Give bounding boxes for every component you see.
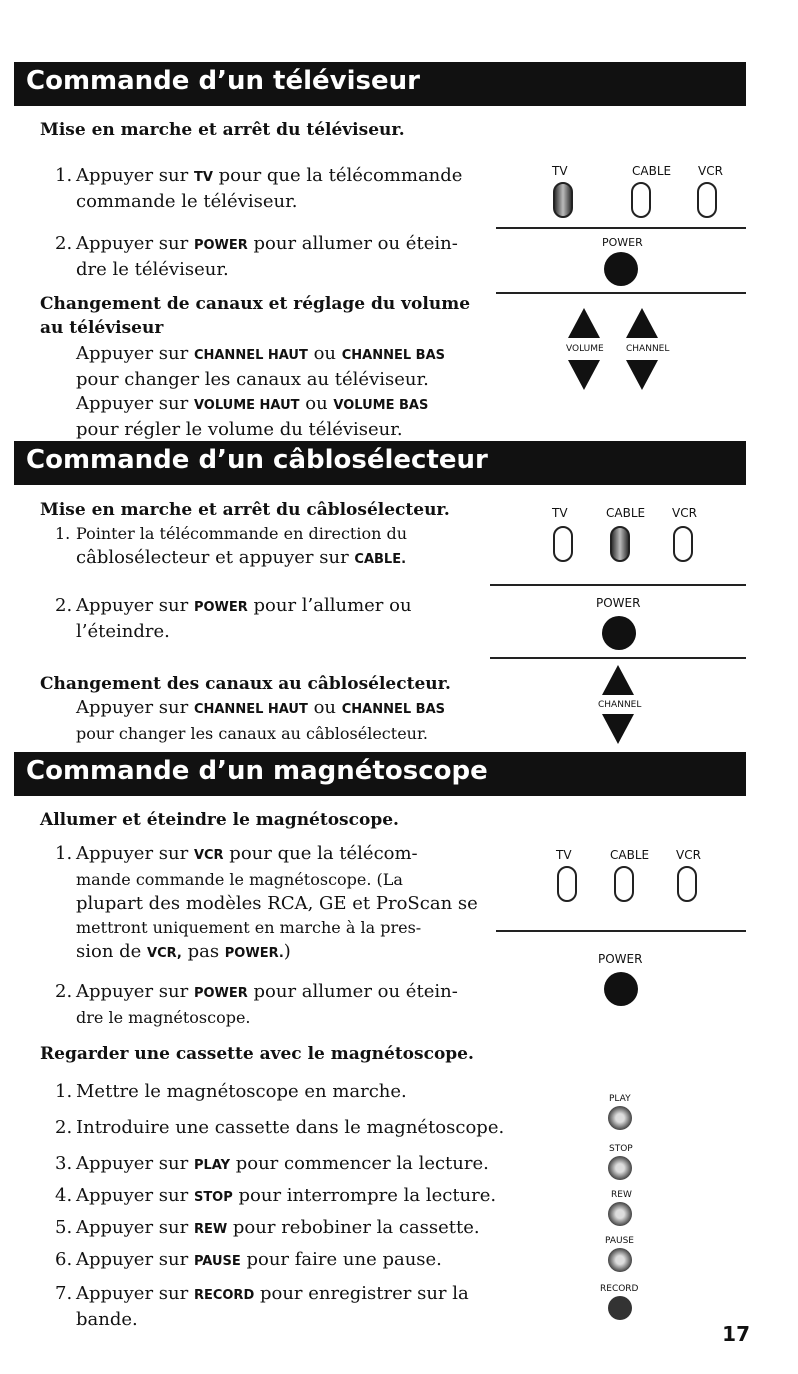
vcr-button[interactable] [697, 182, 717, 218]
section-title: Commande d’un magnétoscope [26, 756, 488, 786]
step-number: 4. [55, 1185, 73, 1206]
channel-label: CHANNEL [598, 700, 642, 710]
section-title: Commande d’un câblosélecteur [26, 445, 488, 475]
cable-label: CABLE [632, 164, 672, 178]
step-number: 5. [55, 1217, 73, 1238]
step-number: 2. [55, 595, 73, 616]
step-text: Appuyer sur PLAY pour commencer la lecture. [76, 1153, 489, 1174]
divider [490, 584, 746, 586]
step-number: 1. [55, 165, 73, 186]
cable-button[interactable] [610, 526, 630, 562]
volume-up-button[interactable] [568, 308, 600, 338]
vcr-button[interactable] [677, 866, 697, 902]
cable-label: CABLE [606, 506, 646, 520]
vcr-button[interactable] [673, 526, 693, 562]
divider [496, 292, 746, 294]
vcr-label: VCR [676, 848, 701, 862]
step-number: 1. [55, 524, 71, 543]
divider [496, 930, 746, 932]
subheading-vcr-power: Allumer et éteindre le magnétoscope. [40, 810, 399, 830]
stop-button[interactable] [608, 1156, 632, 1180]
vcr-label: VCR [672, 506, 697, 520]
section-banner-cable [14, 441, 746, 485]
section-title: Commande d’un téléviseur [26, 66, 420, 96]
record-label: RECORD [600, 1284, 639, 1294]
channel-up-button[interactable] [626, 308, 658, 338]
instruction-text: Appuyer sur CHANNEL HAUT ou CHANNEL BAS pour changer les canaux au téléviseur. Appuyer sur VOLUME HAUT ou VOLUME BAS pour régler le volume du téléviseur. [76, 343, 445, 440]
subheading-tv-channels-2: au téléviseur [40, 318, 164, 338]
subheading-tv-power: Mise en marche et arrêt du téléviseur. [40, 120, 405, 140]
rew-button[interactable] [608, 1202, 632, 1226]
pause-button[interactable] [608, 1248, 632, 1272]
power-button[interactable] [602, 616, 636, 650]
step-number: 7. [55, 1283, 73, 1304]
tv-label: TV [552, 164, 568, 178]
power-button[interactable] [604, 252, 638, 286]
step-number: 1. [55, 1081, 73, 1102]
cable-button[interactable] [631, 182, 651, 218]
volume-down-button[interactable] [568, 360, 600, 390]
step-number: 1. [55, 843, 73, 864]
step-text: Appuyer sur RECORD pour enregistrer sur la bande. [76, 1283, 469, 1330]
step-text: Appuyer sur POWER pour allumer ou étein- dre le magnétoscope. [76, 981, 458, 1027]
tv-button[interactable] [553, 526, 573, 562]
stop-label: STOP [609, 1144, 633, 1154]
cable-label: CABLE [610, 848, 650, 862]
step-text: Appuyer sur REW pour rebobiner la cassette. [76, 1217, 480, 1238]
power-label: POWER [596, 596, 641, 610]
section-banner-tv [14, 62, 746, 106]
section-banner-vcr [14, 752, 746, 796]
channel-up-button[interactable] [602, 665, 634, 695]
tv-label: TV [556, 848, 572, 862]
channel-down-button[interactable] [626, 360, 658, 390]
subheading-tv-channels: Changement de canaux et réglage du volume [40, 294, 471, 314]
tv-button[interactable] [553, 182, 573, 218]
step-text: Mettre le magnétoscope en marche. [76, 1081, 407, 1102]
vcr-label: VCR [698, 164, 723, 178]
step-text: Introduire une cassette dans le magnétoscope. [76, 1117, 505, 1138]
step-text: Appuyer sur PAUSE pour faire une pause. [76, 1249, 442, 1270]
divider [496, 227, 746, 229]
step-number: 2. [55, 233, 73, 254]
instruction-text: Appuyer sur CHANNEL HAUT ou CHANNEL BAS pour changer les canaux au câblosélecteur. [76, 697, 445, 743]
play-button[interactable] [608, 1106, 632, 1130]
step-text: Appuyer sur STOP pour interrompre la lecture. [76, 1185, 497, 1206]
rew-label: REW [611, 1190, 632, 1200]
divider [490, 657, 746, 659]
step-text: Appuyer sur POWER pour allumer ou étein- dre le téléviseur. [76, 233, 458, 280]
power-button[interactable] [604, 972, 638, 1006]
step-text: Pointer la télécommande en direction du câblosélecteur et appuyer sur CABLE. [76, 524, 408, 568]
page-number: 17 [722, 1322, 750, 1346]
subheading-vcr-watch: Regarder une cassette avec le magnétoscope. [40, 1044, 474, 1064]
step-number: 3. [55, 1153, 73, 1174]
tv-label: TV [552, 506, 568, 520]
step-text: Appuyer sur VCR pour que la télécom- mande commande le magnétoscope. (La plupart des modèles RCA, GE et ProScan se mettront uniquement en marche à la pres- sion de VCR, pas POWER.) [76, 843, 478, 962]
volume-label: VOLUME [566, 344, 604, 354]
step-text: Appuyer sur POWER pour l’allumer ou l’éteindre. [76, 595, 412, 642]
step-text: Appuyer sur TV pour que la télécommande commande le téléviseur. [76, 165, 463, 212]
power-label: POWER [598, 952, 643, 966]
cable-button[interactable] [614, 866, 634, 902]
channel-down-button[interactable] [602, 714, 634, 744]
play-label: PLAY [609, 1094, 631, 1104]
channel-label: CHANNEL [626, 344, 670, 354]
step-number: 2. [55, 981, 73, 1002]
power-label: POWER [602, 236, 643, 249]
record-button[interactable] [608, 1296, 632, 1320]
subheading-cable-channels: Changement des canaux au câblosélecteur. [40, 674, 451, 694]
subheading-cable-power: Mise en marche et arrêt du câblosélecteur. [40, 500, 450, 520]
pause-label: PAUSE [605, 1236, 634, 1246]
step-number: 6. [55, 1249, 73, 1270]
tv-button[interactable] [557, 866, 577, 902]
step-number: 2. [55, 1117, 73, 1138]
